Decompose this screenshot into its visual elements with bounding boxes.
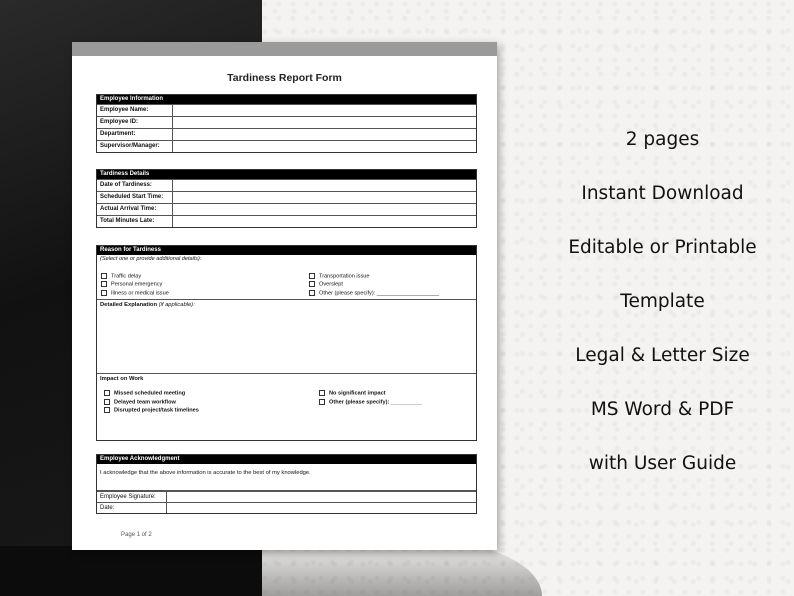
field-label: Employee Signature: — [97, 492, 167, 502]
field-label: Employee Name: — [97, 105, 173, 116]
section-header: Tardiness Details — [97, 170, 476, 179]
reason-section — [96, 245, 477, 441]
checkbox-icon — [101, 290, 107, 296]
form-row — [97, 215, 476, 227]
form-row — [97, 179, 476, 191]
checkbox-option[interactable] — [309, 281, 473, 287]
option-label: Other (please specify): __________ — [329, 399, 422, 406]
form-row — [97, 203, 476, 215]
form-row — [97, 491, 476, 502]
field-label: Total Minutes Late: — [97, 216, 173, 227]
form-row — [97, 191, 476, 203]
impact-header: Impact on Work — [100, 376, 144, 383]
form-row — [97, 128, 476, 140]
checkbox-icon — [104, 390, 110, 396]
option-label: Other (please specify): ____________________ — [319, 290, 440, 297]
section-header: Employee Information — [97, 95, 476, 104]
feature-item: Template — [620, 291, 705, 312]
field-label: Employee ID: — [97, 117, 173, 128]
form-page — [72, 42, 497, 550]
supervisor-field[interactable] — [173, 141, 476, 152]
checkbox-icon — [309, 290, 315, 296]
checkbox-option[interactable] — [104, 407, 319, 413]
date-of-tardiness-field[interactable] — [173, 180, 476, 191]
checkbox-option[interactable] — [309, 273, 473, 279]
feature-item: Editable or Printable — [568, 237, 757, 258]
option-label: Transportation issue — [319, 273, 370, 280]
checkbox-icon — [309, 273, 315, 279]
reason-options — [97, 267, 476, 299]
checkbox-icon — [319, 399, 325, 405]
form-row — [97, 140, 476, 152]
option-label: Personal emergency — [111, 281, 163, 288]
option-label: Overslept — [319, 281, 343, 288]
checkbox-option[interactable] — [309, 290, 473, 296]
feature-item: MS Word & PDF — [590, 399, 735, 420]
impact-block — [97, 373, 476, 418]
actual-arrival-field[interactable] — [173, 204, 476, 215]
checkbox-icon — [319, 390, 325, 396]
checkbox-option[interactable] — [101, 281, 309, 287]
field-label: Department: — [97, 129, 173, 140]
checkbox-option[interactable] — [104, 390, 319, 396]
explanation-field[interactable] — [97, 299, 476, 373]
option-label: Illness or medical issue — [111, 290, 169, 297]
tardiness-details-section — [96, 169, 477, 228]
checkbox-option[interactable] — [101, 290, 309, 296]
checkbox-option[interactable] — [319, 390, 470, 396]
scheduled-start-field[interactable] — [173, 192, 476, 203]
checkbox-option[interactable] — [101, 273, 309, 279]
form-row — [97, 116, 476, 128]
form-row — [97, 502, 476, 513]
checkbox-icon — [104, 407, 110, 413]
checkbox-icon — [101, 281, 107, 287]
field-label: Scheduled Start Time: — [97, 192, 173, 203]
employee-id-field[interactable] — [173, 117, 476, 128]
feature-item: Instant Download — [581, 183, 744, 204]
option-label: Missed scheduled meeting — [114, 390, 186, 397]
field-label: Supervisor/Manager: — [97, 141, 173, 152]
option-label: Traffic delay — [111, 273, 142, 280]
option-label: Delayed team workflow — [114, 399, 176, 406]
department-field[interactable] — [173, 129, 476, 140]
page-number: Page 1 of 2 — [121, 532, 152, 538]
acknowledgment-section — [96, 454, 477, 514]
page-header-band — [72, 42, 497, 56]
impact-options — [100, 390, 473, 416]
form-row — [97, 104, 476, 116]
field-label: Actual Arrival Time: — [97, 204, 173, 215]
employee-name-field[interactable] — [173, 105, 476, 116]
acknowledgment-statement: I acknowledge that the above information is accurate to the best of my knowledge. — [97, 464, 476, 491]
signature-field[interactable] — [167, 492, 476, 502]
checkbox-option[interactable] — [104, 399, 319, 405]
reason-hint: (Select one or provide additional details): — [100, 256, 202, 262]
section-header: Employee Acknowledgment — [97, 455, 476, 464]
option-label: Disrupted project/task timelines — [114, 407, 199, 414]
explanation-hint: (if applicable): — [158, 302, 195, 309]
field-label: Date of Tardiness: — [97, 180, 173, 191]
option-label: No significant impact — [329, 390, 386, 397]
field-label: Date: — [97, 503, 167, 513]
feature-list — [530, 118, 794, 496]
section-header: Reason for Tardiness — [97, 246, 476, 255]
feature-item: with User Guide — [588, 453, 737, 474]
date-field[interactable] — [167, 503, 476, 513]
form-title: Tardiness Report Form — [227, 72, 342, 84]
checkbox-icon — [101, 273, 107, 279]
checkbox-option[interactable] — [319, 399, 470, 405]
employee-info-section — [96, 94, 477, 153]
checkbox-icon — [309, 281, 315, 287]
minutes-late-field[interactable] — [173, 216, 476, 227]
explanation-label: Detailed Explanation — [100, 302, 158, 309]
checkbox-icon — [104, 399, 110, 405]
feature-item: Legal & Letter Size — [575, 345, 750, 366]
feature-item: 2 pages — [625, 129, 700, 150]
